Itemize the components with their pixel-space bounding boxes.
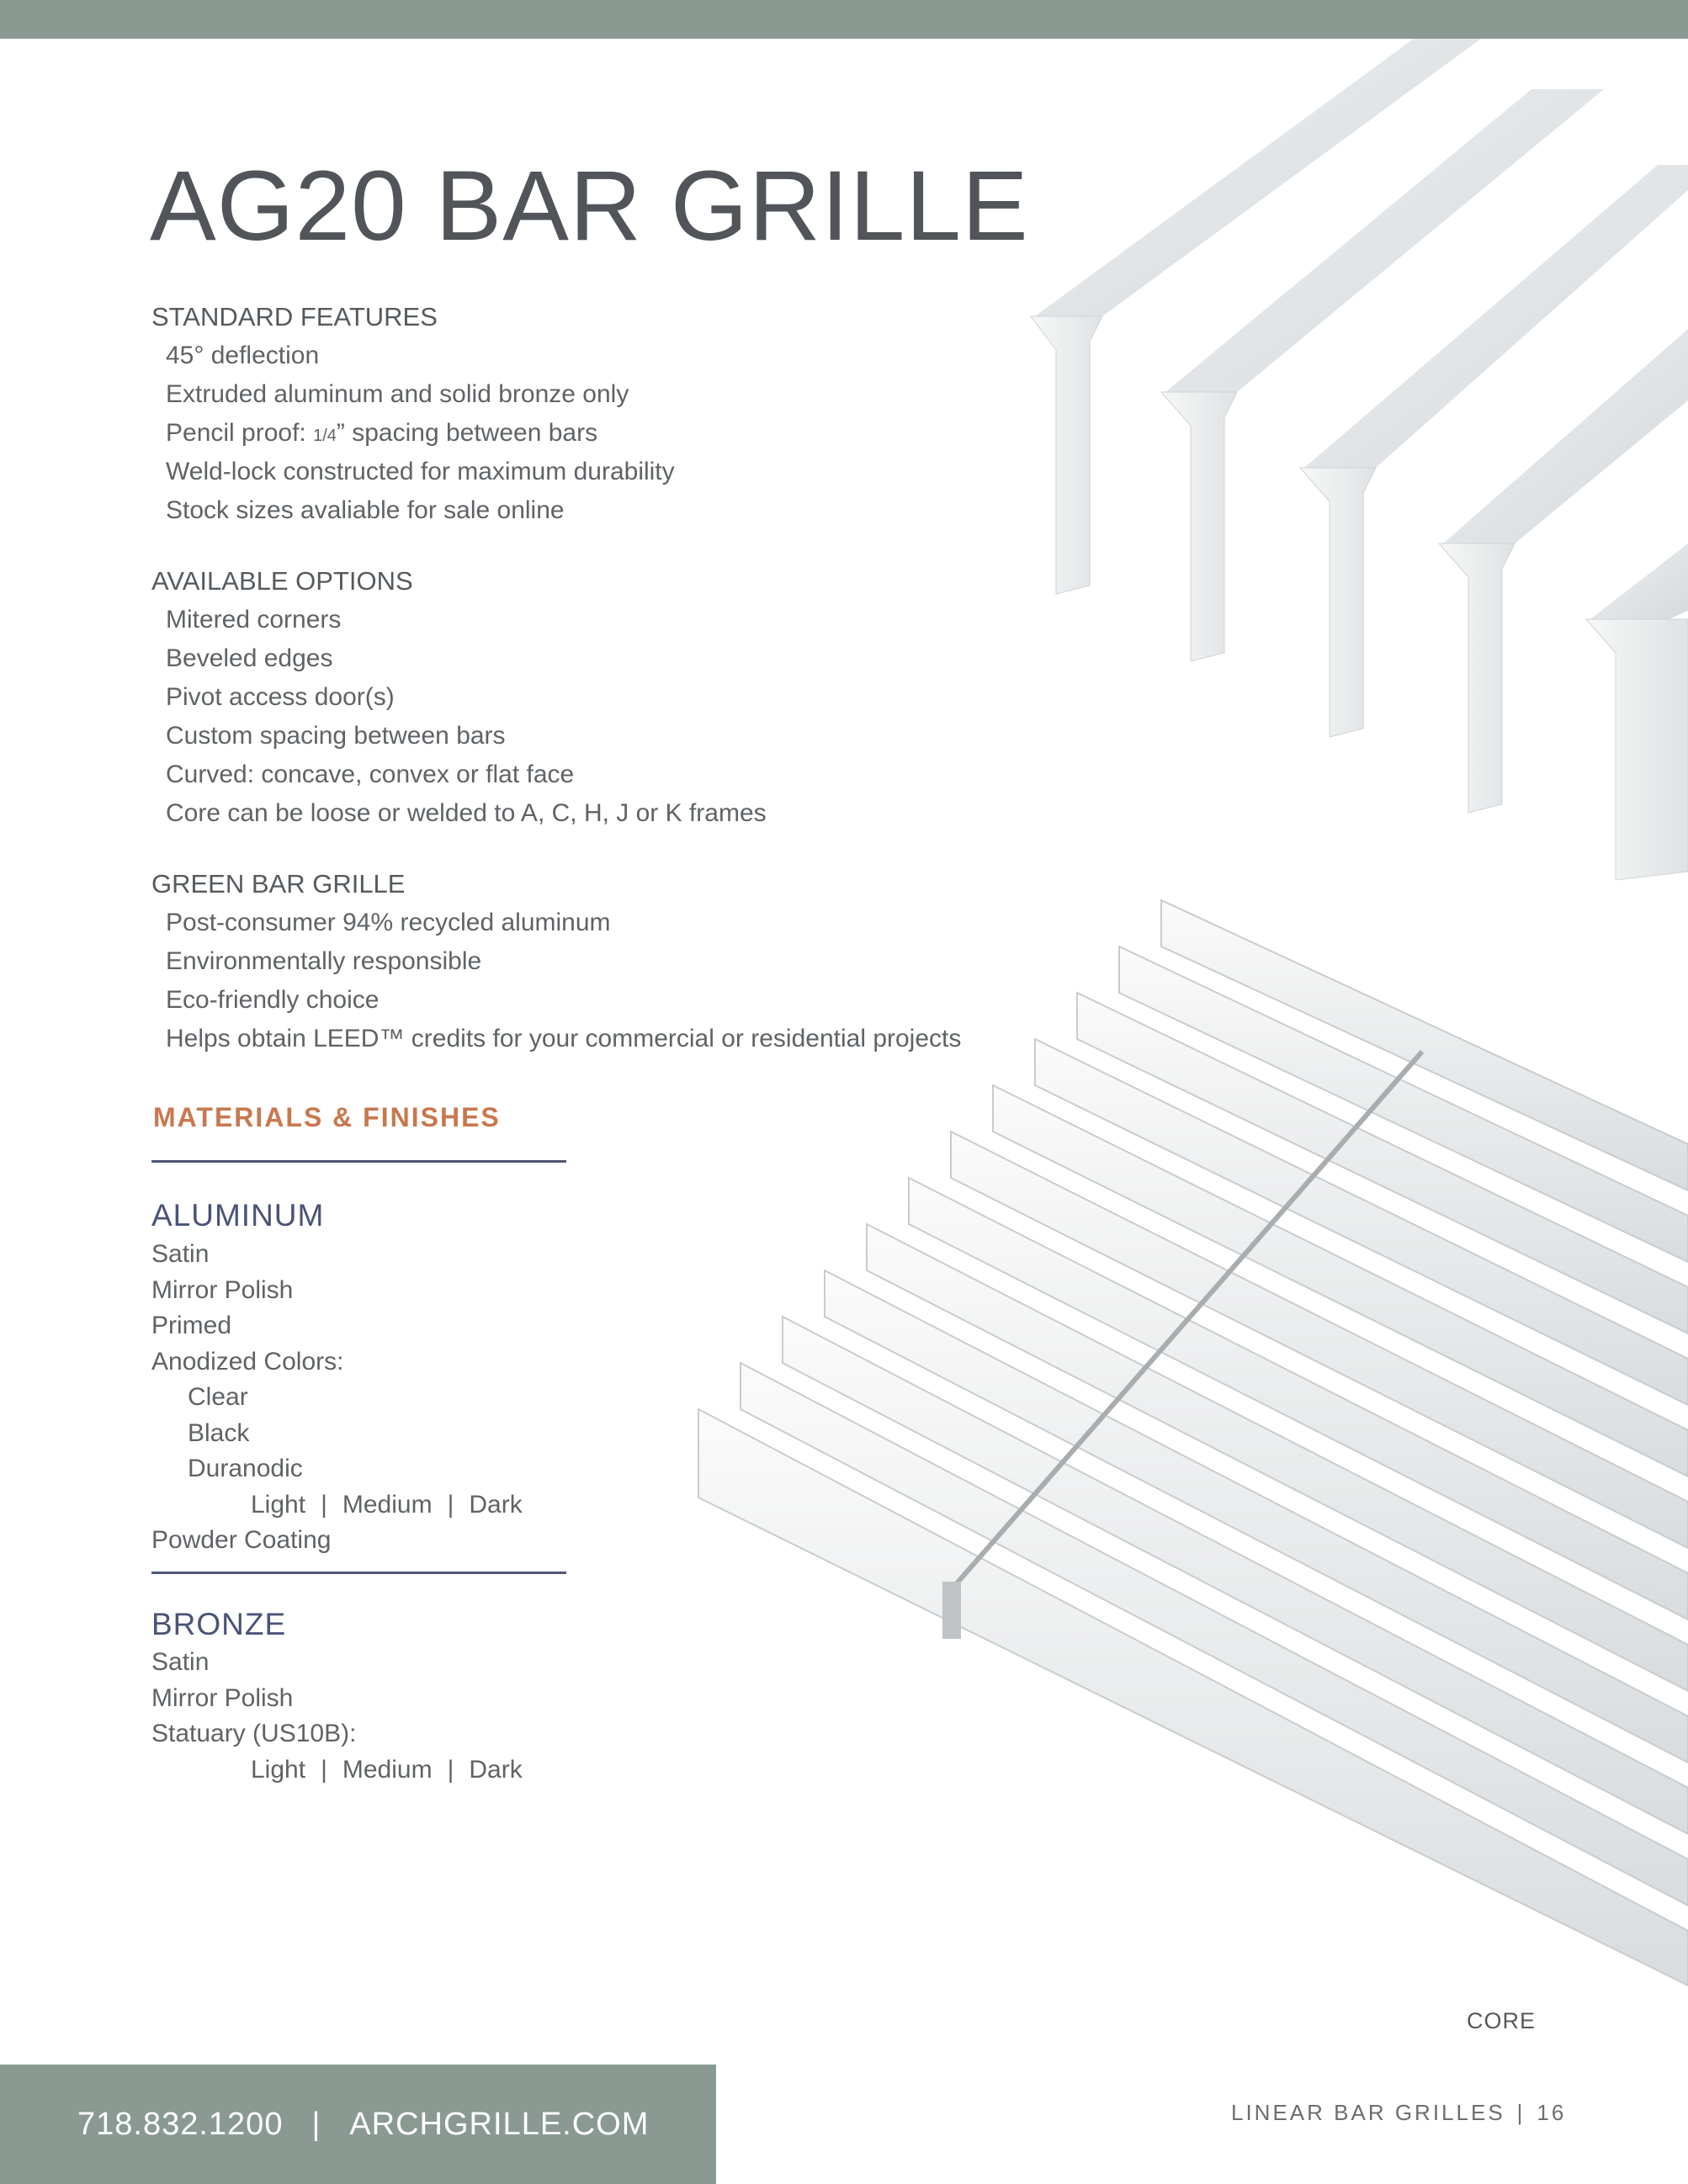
option-item: Curved: concave, convex or flat face (166, 761, 575, 788)
duranodic-shades (151, 1487, 523, 1524)
page-title: AG20 BAR GRILLE (150, 151, 1029, 262)
available-options-section (151, 562, 767, 833)
section-name: LINEAR BAR GRILLES (1231, 2100, 1505, 2125)
anodized-color-item: Black (188, 1418, 250, 1447)
option-item: Custom spacing between bars (166, 722, 506, 750)
aluminum-finish-list (151, 1237, 523, 1559)
divider (151, 1572, 566, 1574)
pencil-proof-prefix: Pencil proof: (166, 419, 314, 447)
core-image-caption: CORE (1467, 2008, 1537, 2033)
option-item: Pivot access door(s) (166, 683, 395, 711)
shade-separator: | (447, 1755, 454, 1784)
statuary-shades (151, 1752, 523, 1789)
pencil-proof-suffix: ” spacing between bars (336, 419, 598, 447)
pencil-proof-fraction: 1/4 (313, 427, 337, 445)
core-grille-image (690, 892, 1688, 2019)
finish-item: Anodized Colors: (151, 1347, 344, 1376)
feature-item: Extruded aluminum and solid bronze only (166, 380, 629, 408)
footer-separator: | (311, 2107, 321, 2142)
shade-medium: Medium (342, 1490, 433, 1519)
bar-profile-closeup-image (1010, 39, 1688, 897)
aluminum-heading: ALUMINUM (151, 1198, 325, 1232)
green-item: Post-consumer 94% recycled aluminum (166, 909, 611, 936)
bronze-heading: BRONZE (151, 1607, 287, 1641)
core-bars (698, 900, 1688, 1985)
option-item: Mitered corners (166, 606, 342, 633)
website-link[interactable]: ARCHGRILLE.COM (349, 2107, 650, 2142)
bar-profile (1161, 89, 1604, 661)
green-item: Environmentally responsible (166, 947, 482, 975)
shade-light: Light (251, 1490, 306, 1519)
shade-light: Light (251, 1755, 306, 1784)
feature-item: Stock sizes avaliable for sale online (166, 496, 565, 524)
page-footer-label (1231, 2100, 1566, 2126)
finish-item: Primed (151, 1312, 232, 1339)
footer-separator: | (1516, 2100, 1526, 2125)
shade-dark: Dark (469, 1755, 523, 1784)
green-item: Helps obtain LEED™ credits for your commercial or residential projects (166, 1025, 962, 1052)
finish-item: Satin (151, 1240, 210, 1268)
shade-separator: | (321, 1755, 327, 1784)
shade-separator: | (321, 1490, 327, 1519)
available-options-heading: AVAILABLE OPTIONS (151, 566, 413, 596)
page-number: 16 (1537, 2100, 1567, 2125)
anodized-color-item: Duranodic (188, 1455, 303, 1482)
bar-profile (1031, 39, 1481, 594)
finish-item: Satin (151, 1648, 210, 1676)
standard-features-heading: STANDARD FEATURES (151, 302, 438, 331)
standard-features-section (151, 298, 675, 530)
feature-item: 45° deflection (166, 342, 320, 369)
green-bar-grille-heading: GREEN BAR GRILLE (151, 869, 406, 899)
bronze-finish-list (151, 1645, 523, 1788)
finish-item: Statuary (US10B): (151, 1720, 357, 1747)
option-item: Beveled edges (166, 644, 333, 672)
feature-item-pencil-proof (151, 414, 675, 453)
divider (151, 1160, 566, 1163)
footer-contact-band (0, 2065, 716, 2184)
feature-item: Weld-lock constructed for maximum durability (166, 458, 675, 485)
shade-separator: | (447, 1490, 454, 1519)
shade-medium: Medium (342, 1755, 433, 1784)
shade-dark: Dark (469, 1490, 523, 1519)
anodized-color-item: Clear (188, 1383, 248, 1411)
option-item: Core can be loose or welded to A, C, H, J or K frames (166, 799, 767, 827)
top-color-band (0, 0, 1688, 39)
finish-item: Mirror Polish (151, 1683, 294, 1712)
finish-item: Mirror Polish (151, 1275, 294, 1304)
materials-finishes-heading: MATERIALS & FINISHES (153, 1102, 501, 1132)
green-item: Eco-friendly choice (166, 986, 380, 1014)
phone-number[interactable]: 718.832.1200 (77, 2107, 284, 2142)
finish-item: Powder Coating (151, 1526, 332, 1554)
bar-profile (1586, 543, 1688, 880)
